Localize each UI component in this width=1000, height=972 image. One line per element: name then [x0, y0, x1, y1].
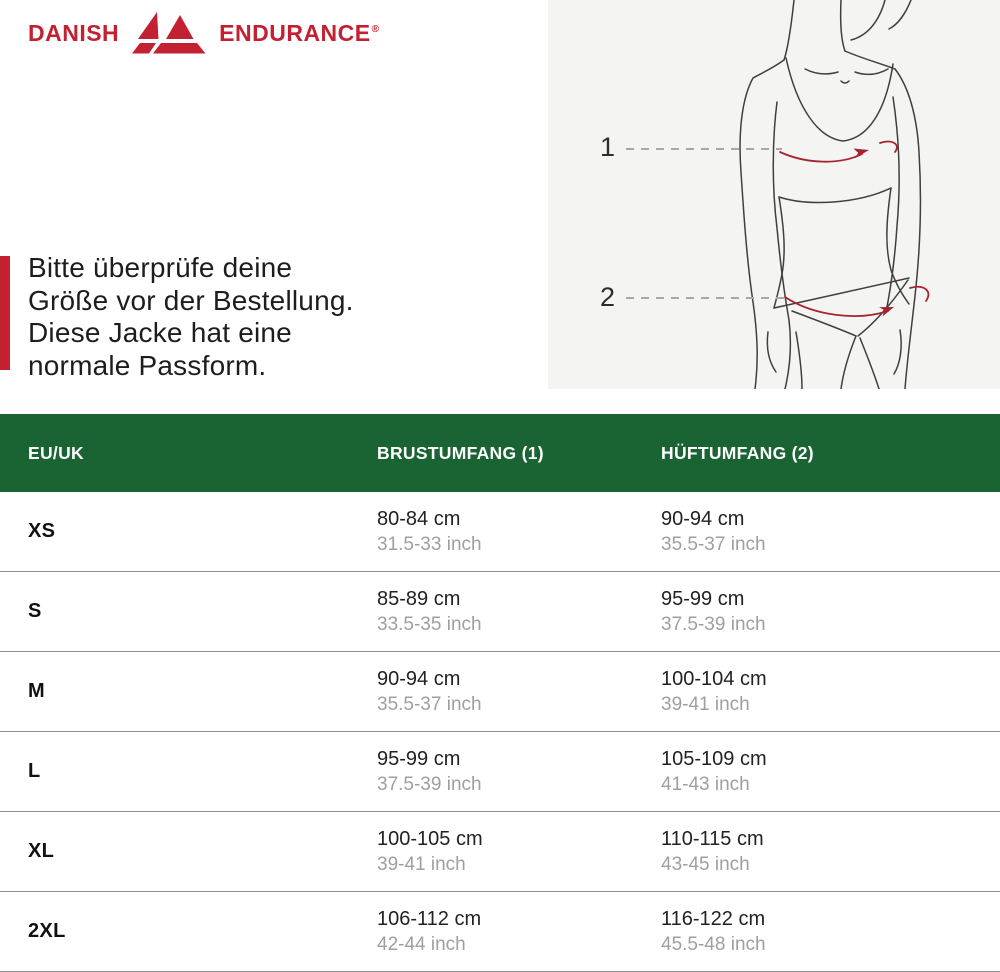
size-table	[0, 414, 1000, 972]
bust-measure-label: 1	[600, 132, 616, 162]
bust-inch: 31.5-33 inch	[377, 533, 482, 555]
notice-line: Größe vor der Bestellung.	[28, 284, 354, 316]
size-label: M	[28, 680, 45, 702]
size-label: S	[28, 600, 42, 622]
bust-cm: 95-99 cm	[377, 747, 461, 770]
bust-inch: 37.5-39 inch	[377, 773, 482, 795]
hip-cm: 116-122 cm	[661, 907, 766, 930]
table-row-s	[0, 572, 1000, 652]
hip-inch: 43-45 inch	[661, 853, 750, 875]
bust-cm: 100-105 cm	[377, 827, 483, 850]
bust-inch: 33.5-35 inch	[377, 613, 482, 635]
mountain-logo-icon	[129, 10, 209, 56]
hip-cm: 95-99 cm	[661, 587, 745, 610]
hip-inch: 45.5-48 inch	[661, 933, 766, 955]
bust-arrow-back-arc	[880, 142, 897, 152]
size-label: XL	[28, 840, 55, 862]
hip-arrow-arc	[785, 297, 888, 316]
header-size: EU/UK	[28, 442, 84, 463]
table-row-l	[0, 732, 1000, 812]
notice-accent-bar	[0, 256, 10, 370]
hip-measure-label: 2	[600, 282, 616, 312]
bust-cm: 106-112 cm	[377, 907, 482, 930]
bust-inch: 35.5-37 inch	[377, 693, 482, 715]
hip-cm: 100-104 cm	[661, 667, 767, 690]
header-bust: BRUSTUMFANG (1)	[377, 442, 544, 463]
bust-arrow-arc	[780, 152, 862, 162]
hip-cm: 110-115 cm	[661, 827, 764, 850]
hip-inch: 37.5-39 inch	[661, 613, 766, 635]
bust-inch: 42-44 inch	[377, 933, 466, 955]
table-row-xs	[0, 492, 1000, 572]
bust-cm: 90-94 cm	[377, 667, 461, 690]
table-row-2xl	[0, 892, 1000, 972]
brand-word-endurance: ENDURANCE®	[219, 19, 380, 46]
hip-cm: 105-109 cm	[661, 747, 767, 770]
registered-mark: ®	[371, 23, 380, 35]
hip-inch: 39-41 inch	[661, 693, 750, 715]
brand-word-danish: DANISH	[28, 19, 120, 46]
table-row-xl	[0, 812, 1000, 892]
bust-cm: 80-84 cm	[377, 507, 461, 530]
size-label: L	[28, 760, 41, 782]
hip-arrow-back-arc	[910, 287, 928, 301]
header-hip: HÜFTUMFANG (2)	[661, 442, 814, 463]
table-row-m	[0, 652, 1000, 732]
brand-logo	[28, 10, 380, 56]
hip-inch: 35.5-37 inch	[661, 533, 766, 555]
size-label: XS	[28, 520, 56, 542]
size-table-header	[0, 414, 1000, 492]
bust-inch: 39-41 inch	[377, 853, 466, 875]
measurement-illustration-panel	[548, 0, 1000, 389]
size-notice-text	[28, 252, 498, 382]
notice-line: Bitte überprüfe deine	[28, 252, 293, 283]
hip-arrowhead-icon	[879, 307, 894, 317]
hip-inch: 41-43 inch	[661, 773, 750, 795]
notice-line: normale Passform.	[28, 349, 267, 381]
bust-cm: 85-89 cm	[377, 587, 461, 610]
hip-cm: 90-94 cm	[661, 507, 745, 530]
size-label: 2XL	[28, 920, 66, 942]
notice-line: Diese Jacke hat eine	[28, 317, 292, 348]
body-figure-drawing	[548, 0, 1000, 389]
